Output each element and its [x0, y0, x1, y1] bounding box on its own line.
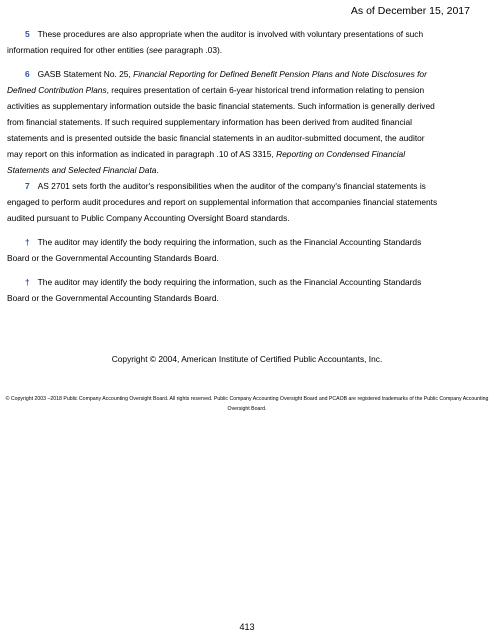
page-number: 413 [239, 622, 255, 632]
footnote-italic-text: Financial Reporting for Defined Benefit Pension Plans and Note Disclosures for Defined Contribution Plans [7, 69, 427, 95]
footnote-text: , requires presentation of certain 6-year historical trend information relating to pension activities as supplementary information outside the basic financial statements. Such information is generally derived from financial statements. If such required supplementary information has been derived from audited financial statements and is presented outside the basic financial statements in an auditor-submitted document, the auditor may report on this information as indicated in paragraph .10 of AS 3315, [7, 85, 435, 159]
footnote-text: paragraph .03). [162, 45, 223, 55]
header-date: As of December 15, 2017 [350, 5, 470, 17]
footnote-marker[interactable]: 7 [25, 181, 30, 191]
footnote-text: The auditor may identify the body requiring the information, such as the Financial Accounting Standards Board or the Governmental Accounting Standards Board. [7, 237, 422, 263]
footnote-text: . [156, 165, 159, 175]
footnote-italic-text: see [148, 45, 163, 55]
copyright-notice: Copyright © 2004, American Institute of Certified Public Accountants, Inc. [111, 354, 383, 364]
footnote-marker[interactable]: 5 [25, 29, 30, 39]
footnote-italic-text: Reporting on Condensed Financial Statements and Selected Financial Data [7, 149, 406, 175]
footnote-dagger-1 [7, 234, 441, 266]
footnote-text: These procedures are also appropriate when the auditor is involved with voluntary presentations of such information required for other entities ( [7, 29, 424, 55]
footnote-marker[interactable]: 6 [25, 69, 30, 79]
footnote-marker[interactable]: † [25, 237, 30, 247]
pcaob-notice: © Copyright 2003 –2018 Public Company Accounting Oversight Board. All rights reserved. Public Company Accounting Oversight Board and PCAOB are registered trademarks of the Public Company Accounting Oversight Board. [5, 396, 489, 412]
footnote-text: AS 2701 sets forth the auditor's responsibilities when the auditor of the company's financial statements is engaged to perform audit procedures and report on supplemental information that accompanies financial statements audited pursuant to Public Company Accounting Oversight Board standards. [7, 181, 438, 223]
footnote-6 [7, 66, 441, 178]
footnote-marker[interactable]: † [25, 277, 30, 287]
footnote-text: The auditor may identify the body requiring the information, such as the Financial Accounting Standards Board or the Governmental Accounting Standards Board. [7, 277, 422, 303]
footnote-text: GASB Statement No. 25, [37, 69, 134, 79]
footnote-dagger-2 [7, 274, 441, 306]
footnote-7 [7, 178, 441, 226]
footnote-5 [7, 26, 441, 58]
